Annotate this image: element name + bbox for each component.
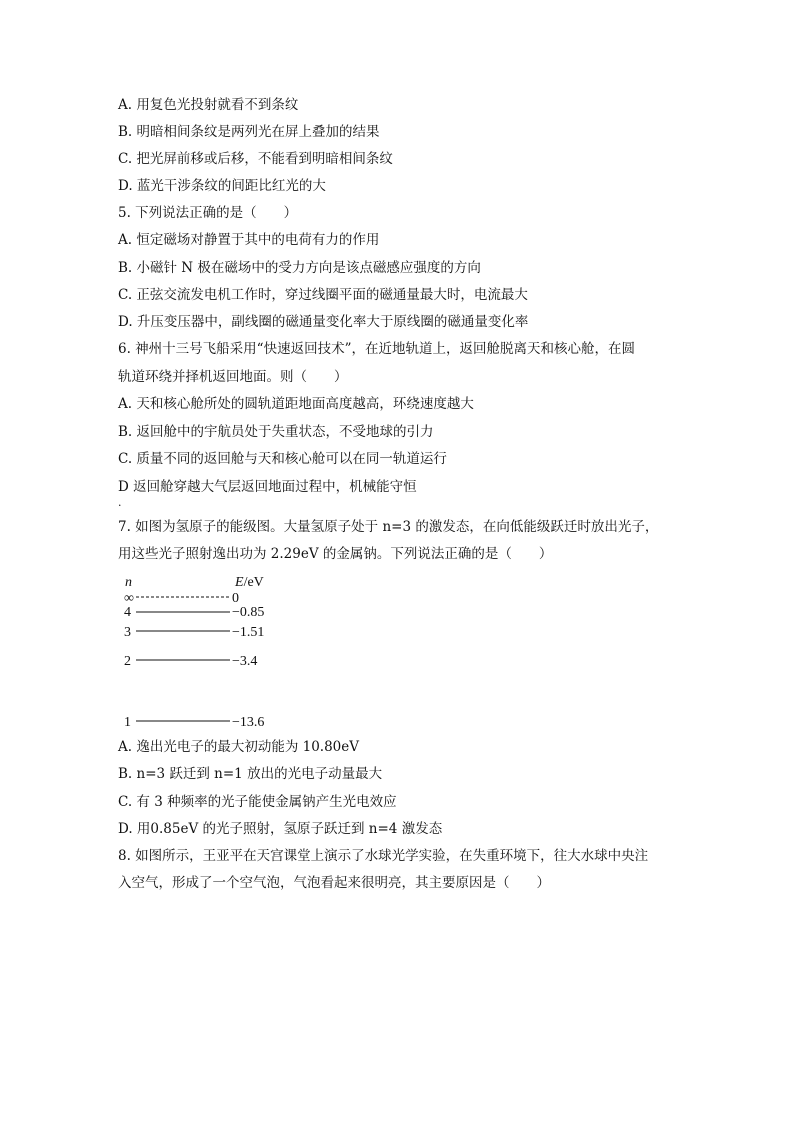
stray-dot: · xyxy=(118,499,122,512)
line-1: A. 用复色光投射就看不到条纹 xyxy=(118,97,299,113)
level-n-inf: ∞ xyxy=(124,591,134,606)
q7-option-c: C. 有 3 种频率的光子能使金属钠产生光电效应 xyxy=(118,794,397,810)
q7-stem-line2: 用这些光子照射逸出功为 2.29eV 的金属钠。下列说法正确的是（ ） xyxy=(118,546,553,562)
level-e-3: −1.51 xyxy=(232,625,265,640)
q7-option-a: A. 逸出光电子的最大初动能为 10.80eV xyxy=(118,739,360,755)
level-n-2: 2 xyxy=(124,654,131,669)
q5-option-a: A. 恒定磁场对静置于其中的电荷有力的作用 xyxy=(118,232,380,248)
line-3: C. 把光屏前移或后移，不能看到明暗相间条纹 xyxy=(118,151,393,167)
q7-option-d: D. 用0.85eV 的光子照射，氢原子跃迁到 n=4 激发态 xyxy=(118,821,443,837)
level-n-1: 1 xyxy=(124,715,131,730)
q5-stem: 5. 下列说法正确的是（ ） xyxy=(118,205,298,221)
n-axis-label: n xyxy=(125,575,132,590)
q6-stem-line2: 轨道环绕并择机返回地面。则（ ） xyxy=(118,369,348,385)
q6-stem-line1: 6. 神州十三号飞船采用“快速返回技术”，在近地轨道上，返回舱脱离天和核心舱，在圆 xyxy=(118,341,635,357)
level-e-4: −0.85 xyxy=(232,605,265,620)
energy-axis-label: E/eV xyxy=(235,575,264,590)
level-n-4: 4 xyxy=(124,605,131,620)
energy-level-diagram xyxy=(118,572,318,732)
q6-option-a: A. 天和核心舱所处的圆轨道距地面高度越高，环绕速度越大 xyxy=(118,396,474,412)
line-4: D. 蓝光干涉条纹的间距比红光的大 xyxy=(118,178,326,194)
level-e-inf: 0 xyxy=(232,591,239,606)
q7-option-b: B. n=3 跃迁到 n=1 放出的光电子动量最大 xyxy=(118,766,383,782)
q7-stem-line1: 7. 如图为氢原子的能级图。大量氢原子处于 n=3 的激发态，在向低能级跃迁时放出光子， xyxy=(118,519,659,535)
line-2: B. 明暗相间条纹是两列光在屏上叠加的结果 xyxy=(118,124,380,140)
q5-option-b: B. 小磁针 N 极在磁场中的受力方向是该点磁感应强度的方向 xyxy=(118,260,481,276)
q8-stem-line2: 入空气，形成了一个空气泡，气泡看起来很明亮，其主要原因是（ ） xyxy=(118,875,550,891)
level-e-1: −13.6 xyxy=(232,715,265,730)
q8-stem-line1: 8. 如图所示，王亚平在天宫课堂上演示了水球光学实验，在失重环境下，往大水球中央注 xyxy=(118,848,649,864)
q5-option-c: C. 正弦交流发电机工作时，穿过线圈平面的磁通量最大时，电流最大 xyxy=(118,287,528,303)
q6-option-c: C. 质量不同的返回舱与天和核心舱可以在同一轨道运行 xyxy=(118,451,447,467)
q5-option-d: D. 升压变压器中，副线圈的磁通量变化率大于原线圈的磁通量变化率 xyxy=(118,314,529,330)
level-e-2: −3.4 xyxy=(232,654,258,669)
level-n-3: 3 xyxy=(124,625,131,640)
q6-option-b: B. 返回舱中的宇航员处于失重状态，不受地球的引力 xyxy=(118,424,434,440)
q6-option-d: D 返回舱穿越大气层返回地面过程中，机械能守恒 xyxy=(118,479,417,495)
